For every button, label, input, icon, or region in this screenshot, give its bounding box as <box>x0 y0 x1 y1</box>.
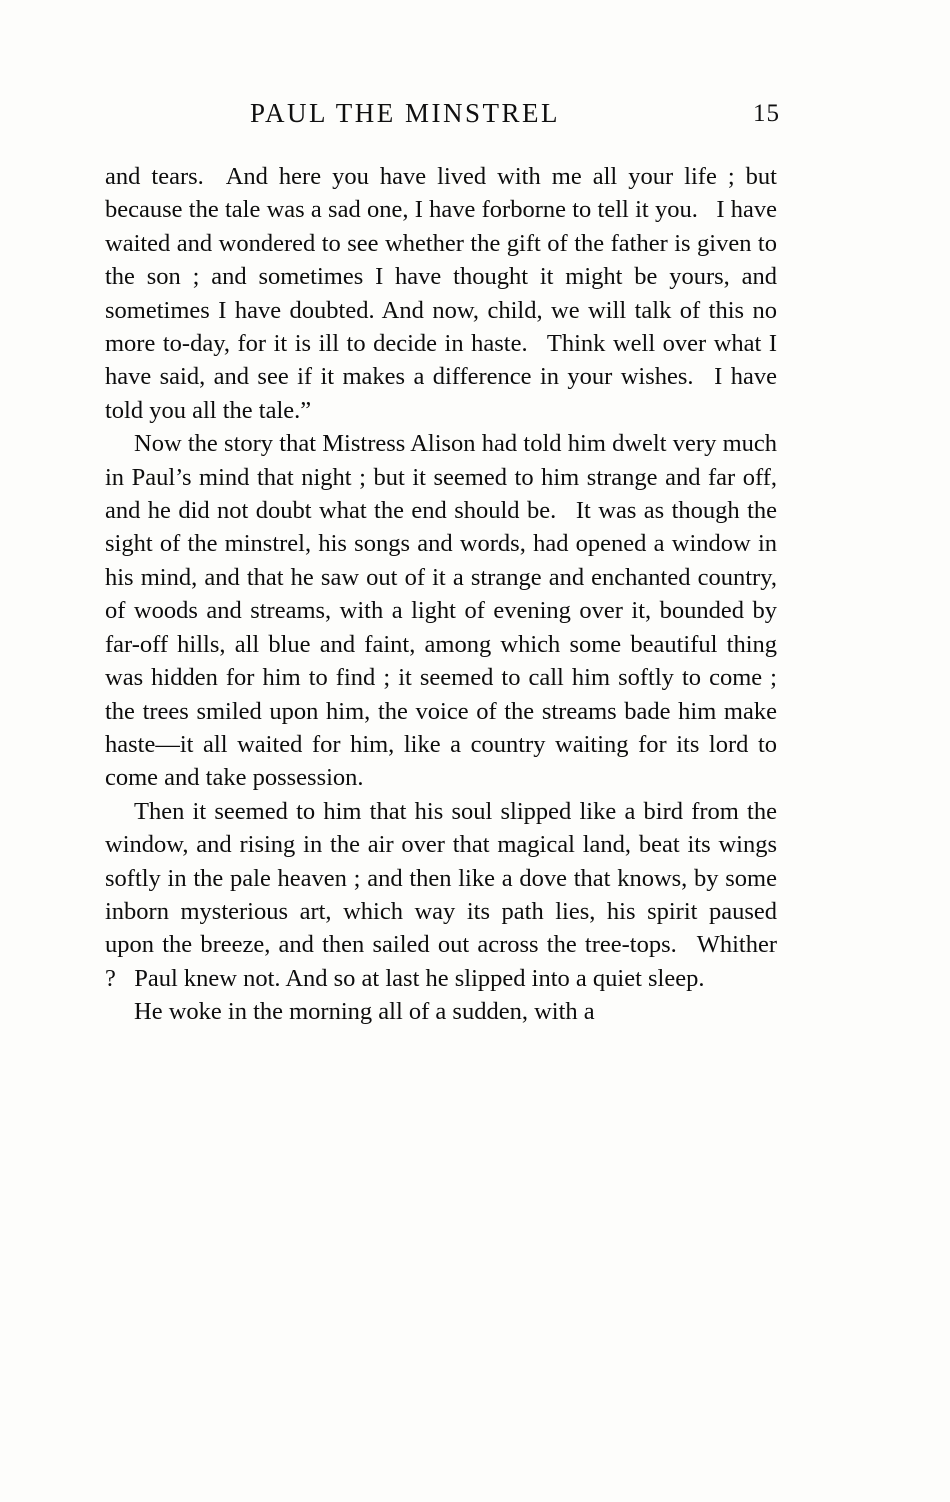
paragraph: Then it seemed to him that his soul slipped like a bird from the window, and rising in the air over that magical land, beat its wings softly in the pale heaven ; and then like a dove that knows, by some inborn mysterious art, which way its path lies, his spirit paused upon the breeze, and then sailed out across the tree-tops. Whither ? Paul knew not. And so at last he slipped into a quiet sleep. <box>105 797 777 992</box>
page-body <box>105 160 777 1029</box>
paragraph: Now the story that Mistress Alison had told him dwelt very much in Paul’s mind that night ; but it seemed to him strange and far off, and he did not doubt what the end should be. It was as though the sight of the minstrel, his songs and words, had opened a window in his mind, and that he saw out of it a strange and enchanted country, of woods and streams, with a light of evening over it, bounded by far-off hills, all blue and faint, among which some beautiful thing was hidden for him to find ; it seemed to call him softly to come ; the trees smiled upon him, the voice of the streams bade him make haste—it all waited for him, like a country waiting for its lord to come and take possession. <box>105 430 777 792</box>
page-number: 15 <box>753 100 780 127</box>
page-header <box>105 98 780 138</box>
running-head-title: PAUL THE MINSTREL <box>249 98 561 128</box>
paragraph: and tears. And here you have lived with me all your life ; but because the tale was a sad one, I have forborne to tell it you. I have waited and wondered to see whether the gift of the father is given to the son ; and sometimes I have thought it might be yours, and sometimes I have doubted. And now, child, we will talk of this no more to-day, for it is ill to decide in haste. Think well over what I have said, and see if it makes a difference in your wishes. I have told you all the tale.” <box>105 163 777 424</box>
paragraph: He woke in the morning all of a sudden, with a <box>134 998 595 1026</box>
